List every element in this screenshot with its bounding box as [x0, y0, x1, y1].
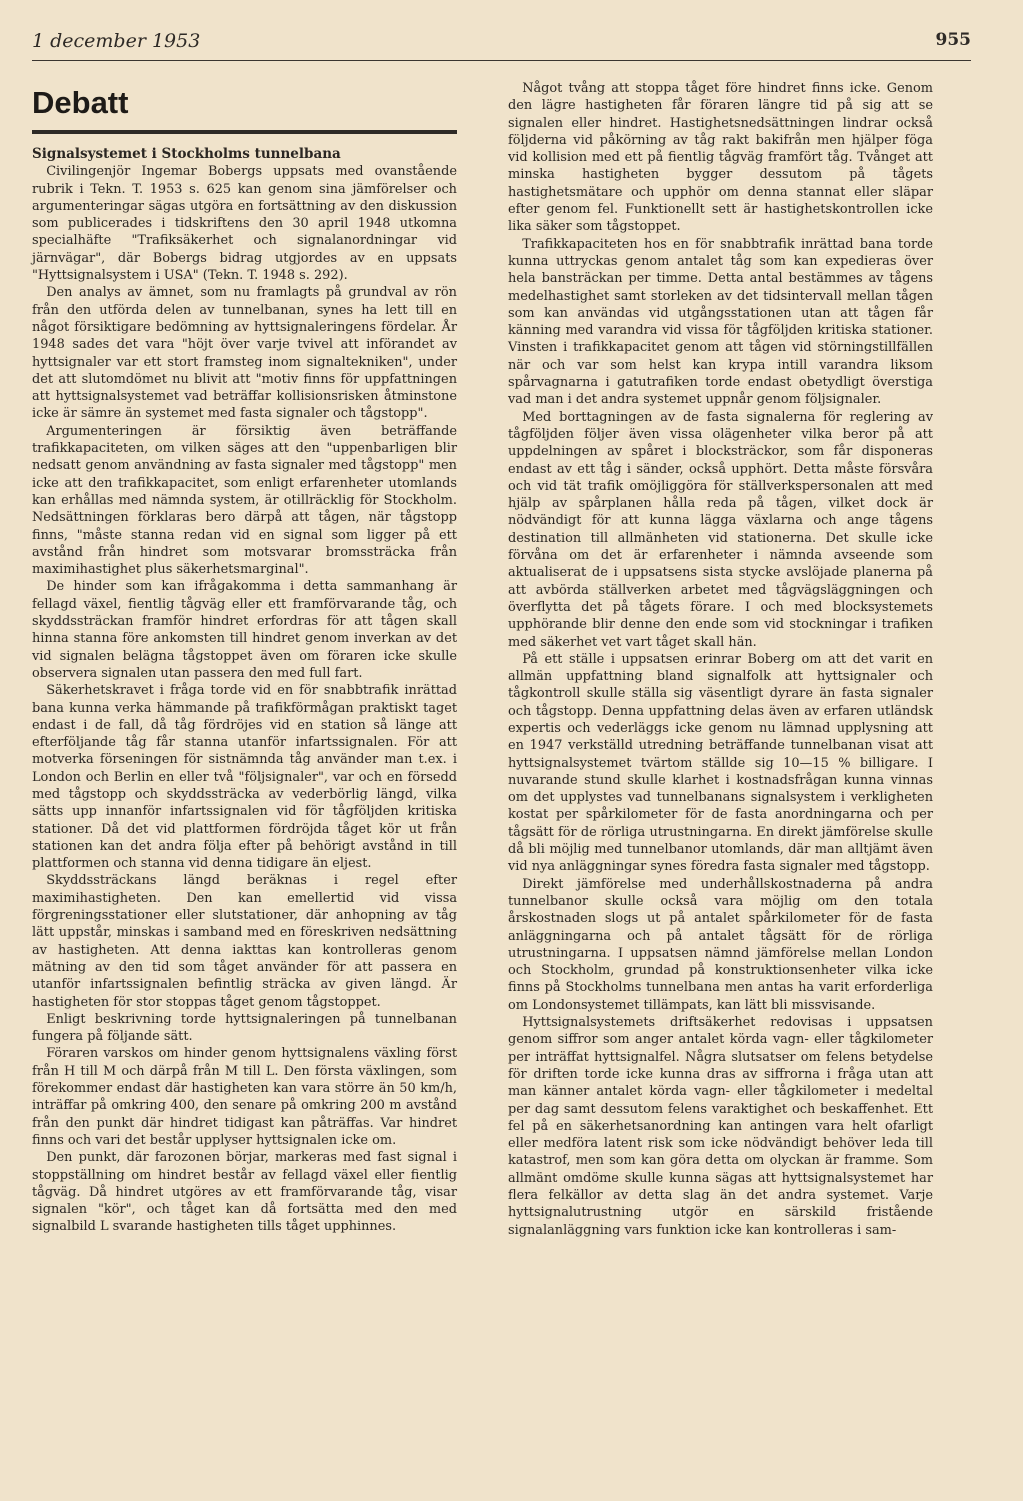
paragraph: Trafikkapaciteten hos en för snabbtrafik inrättad bana torde kunna uttryckas genom antalet tåg som kan expedieras över hela bansträckan per timme. Detta antal bestämmes av tågens medelhastighet samt storleken av det tidsintervall mellan tågen som kan användas vid utgångsstationen utan att tågen får känning med varandra vid vissa för tågföljden kritiska stationer. Vinsten i trafikkapacitet genom att tågen vid störningstillfällen när och var som helst kan krypa intill varandra liksom spårvagnarna i gatutrafiken torde endast obetydligt överstiga vad man i det andra systemet uppnår genom följsignaler. [508, 236, 933, 408]
page-header [32, 26, 971, 61]
paragraph: Hyttsignalsystemets driftsäkerhet redovisas i uppsatsen genom siffror som anger antalet körda vagn- eller tågkilometer per inträffat hyttsignalfel. Några slutsatser om felens betydelse för driften torde icke kunna dras av siffrorna i fråga utan att man känner antalet körda vagn- eller tågkilometer i medeltal per dag samt dessutom felens varaktighet och beskaffenhet. Ett fel på en säkerhetsanordning kan antingen vara helt ofarligt eller medföra latent risk som icke nödvändigt behöver leda till katastrof, men som kan göra detta om olyckan är framme. Som allmänt omdöme skulle kunna sägas att hyttsignalsystemet har flera felkällor av detta slag än det andra systemet. Varje hyttsignalutrustning utgör en särskild fristående signalanläggning vars funktion icke kan kontrolleras i sam- [508, 1015, 933, 1238]
paragraph: Den punkt, där farozonen börjar, markeras med fast signal i stoppställning om hindret består av fellagd växel eller fientlig tågväg. Då hindret utgöres av ett framförvarande tåg, visar signalen "kör", och tåget kan då fortsätta med den med signalbild L svarande hastigheten tills tåget upphinnes. [32, 1150, 457, 1235]
paragraph: Argumenteringen är försiktig även beträffande trafikkapaciteten, om vilken säges att den "uppenbarligen blir nedsatt genom användning av fasta signaler med tågstopp" men icke att den trafikkapacitet, som enligt erfarenheter utomlands kan erhållas med nämnda system, är otillräcklig för Stockholm. Nedsättningen förklaras bero därpå att tågen, när tågstopp finns, "måste stanna redan vid en signal som ligger på ett avstånd från hindret som motsvarar bromssträcka från maximihastighet plus säkerhetsmarginal". [32, 423, 457, 578]
right-column [508, 80, 933, 1239]
header-date: 1 december 1953 [32, 30, 201, 52]
paragraph: Direkt jämförelse med underhållskostnaderna på andra tunnelbanor skulle också vara möjlig om den totala årskostnaden slogs ut på antalet spårkilometer för de fasta anläggningarna och på antalet tågsätt för de rörliga utrustningarna. I uppsatsen nämnd jämförelse mellan London och Stockholm, grundad på konstruktionsenheter vilka icke finns på Stockholms tunnelbana men antas ha varit erforderliga om Londonsystemet tillämpats, kan lätt bli missvisande. [508, 876, 933, 1013]
paragraph: Den analys av ämnet, som nu framlagts på grundval av rön från den utförda delen av tunnelbanan, synes ha lett till en något försiktigare bedömning av hyttsignaleringens fördelar. År 1948 sades det vara "höjt över varje tvivel att införandet av hyttsignaler var ett stort framsteg inom signaltekniken", under det att slutomdömet nu blivit att "motiv finns för uppfattningen att hyttsignalsystemet vad beträffar kollisionsrisken åtminstone icke är sämre än systemet med fasta signaler och tågstopp". [32, 285, 457, 422]
paragraph: Civilingenjör Ingemar Bobergs uppsats med ovanstående rubrik i Tekn. T. 1953 s. 625 kan genom sina jämförelser och argumenteringar sägas utgöra en fortsättning av den diskussion som publicerades i tidskriftens den 30 april 1948 utkomna specialhäfte "Trafiksäkerhet och signalanordningar vid järnvägar", där Bobergs bidrag utgjordes av en uppsats "Hyttsignalsystem i USA" (Tekn. T. 1948 s. 292). [32, 164, 457, 284]
paragraph: Med borttagningen av de fasta signalerna för reglering av tågföljden följer även vissa olägenheter vilka beror på att uppdelningen av spåret i blocksträckor, som får disponeras endast av ett tåg i sänder, också upphört. Detta måste försvåra och vid tät trafik omöjliggöra för ställverkspersonalen att med hjälp av spårplanen hålla reda på tågen, vilket dock är nödvändigt för att kunna lägga växlarna och ange tågens destination till allmänheten vid stationerna. Det skulle icke förvåna om det är erfarenheter i nämnda avseende som aktualiserat de i uppsatsens sista stycke avslöjade planerna på att avbörda ställverken arbetet med tågvägsläggningen och överflytta det på tågets förare. I och med blocksystemets upphörande blir denne den ende som vid stockningar i trafiken med säkerhet vet vart tåget skall hän. [508, 409, 933, 650]
article-title: Signalsystemet i Stockholms tunnelbana [32, 146, 341, 162]
paragraph: På ett ställe i uppsatsen erinrar Boberg om att det varit en allmän uppfattning bland signalfolk att hyttsignaler och tågkontroll skulle ställa sig väsentligt dyrare än fasta signaler och tågstopp. Denna uppfattning delas även av erfaren utländsk expertis och vederläggs icke genom nu lämnad upplysning att en 1947 verkställd utredning beträffande tunnelbanan visat att hyttsignalsystemet tvärtom ställde sig 10—15 % billigare. I nuvarande stund skulle klarhet i kostnadsfrågan kunna vinnas om det upplystes vad tunnelbanans signalsystem i verkligheten kostat per spårkilometer för de fasta anordningarna och per tågsätt för de rörliga utrustningarna. En direkt jämförelse skulle då bli möjlig med tunnelbanor utomlands, där man alltjämt även vid nya anläggningar synes föredra fasta signaler med tågstopp. [508, 651, 933, 875]
left-column [32, 80, 457, 1236]
page-number: 955 [935, 30, 971, 50]
paragraph: Något tvång att stoppa tåget före hindret finns icke. Genom den lägre hastigheten får föraren längre tid på sig att se signalen eller hindret. Hastighetsnedsättningen lindrar också följderna vid påkörning av tåg rakt bakifrån men hjälper föga vid kollision med ett på fientlig tågväg framfört tåg. Tvånget att minska hastigheten bygger dessutom på tågets hastighetsmätare och upphör om denna stannat eller släpar efter genom fel. Funktionellt sett är hastighetskontrollen icke lika säker som tågstoppet. [508, 81, 933, 235]
paragraph: Säkerhetskravet i fråga torde vid en för snabbtrafik inrättad bana kunna verka hämmande på trafikförmågan praktiskt taget endast i de fall, då tåg fördröjes vid en station så länge att efterföljande tåg får stanna utanför infartssignalen. För att motverka förseningen för sistnämnda tåg använder man t.ex. i London och Berlin en eller två "följsignaler", var och en försedd med tågstopp och skyddssträcka av vederbörlig längd, vilka sätts upp innanför infartssignalen vid för tågföljden kritiska stationer. Då det vid plattformen fördröjda tåget kör ut från stationen kan det andra följa efter på behörigt avstånd in till plattformen och stanna vid denna tidigare än eljest. [32, 683, 457, 872]
paragraph: De hinder som kan ifrågakomma i detta sammanhang är fellagd växel, fientlig tågväg eller ett framförvarande tåg, och skyddssträckan framför hindret erfordras för att tågen skall hinna stanna före ankomsten till hindret genom inverkan av det vid signalen belägna tågstoppet även om föraren icke skulle observera signalen utan passera den med full fart. [32, 579, 457, 681]
paragraph: Skyddssträckans längd beräknas i regel efter maximihastigheten. Den kan emellertid vid vissa förgreningsstationer eller slutstationer, där anhopning av tåg lätt uppstår, minskas i samband med en föreskriven nedsättning av hastigheten. Att denna iakttas kan kontrolleras genom mätning av den tid som tåget använder för att passera en utanför infartssignalen befintlig sträcka av given längd. Är hastigheten för stor stoppas tåget genom tågstoppet. [32, 873, 457, 1010]
paragraph: Enligt beskrivning torde hyttsignaleringen på tunnelbanan fungera på följande sätt. [32, 1011, 457, 1045]
paragraph: Föraren varskos om hinder genom hyttsignalens växling först från H till M och därpå från M till L. Den första växlingen, som förekommer endast där hastigheten kan vara större än 50 km/h, inträffar på omkring 400, den senare på omkring 200 m avstånd från den punkt där hindret tidigast kan påträffas. Var hindret finns och vari det består upplyser hyttsignalen icke om. [32, 1046, 457, 1148]
section-title: Debatt [32, 86, 457, 134]
